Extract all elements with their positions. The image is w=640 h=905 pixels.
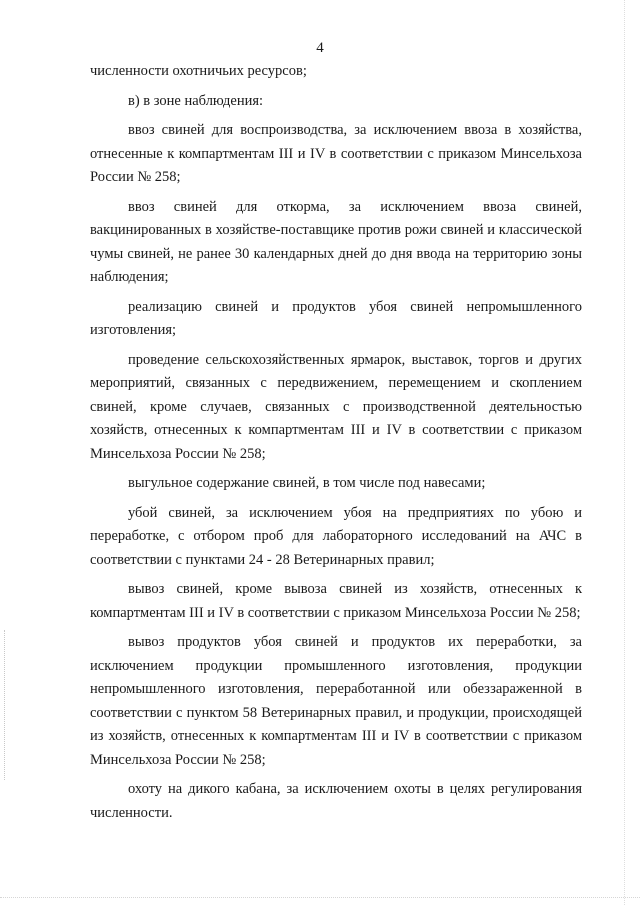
- document-body: [90, 60, 582, 831]
- paragraph-9: вывоз свиней, кроме вывоза свиней из хозяйств, отнесенных к компартментам III и IV в соответствии с приказом Минсельхоза России № 258;: [90, 581, 582, 621]
- scan-edge-left: [4, 630, 6, 780]
- paragraph-2: в) в зоне наблюдения:: [128, 92, 264, 109]
- paragraph-3: ввоз свиней для воспроизводства, за исключением ввоза в хозяйства, отнесенные к компартментам III и IV в соответствии с приказом Минсельхоза России № 258;: [90, 122, 582, 185]
- scan-edge-bottom: [0, 897, 640, 899]
- paragraph-5: реализацию свиней и продуктов убоя свиней непромышленного изготовления;: [90, 298, 582, 338]
- scan-edge-right: [624, 0, 626, 905]
- paragraph-7: выгульное содержание свиней, в том числе под навесами;: [128, 475, 486, 491]
- paragraph-8: убой свиней, за исключением убоя на предприятиях по убою и переработке, с отбором проб для лабораторного исследований на АЧС в соответствии с пунктами 24 - 28 Ветеринарных правил;: [90, 504, 582, 568]
- paragraph-6: проведение сельскохозяйственных ярмарок, выставок, торгов и других мероприятий, связанных с передвижением, перемещением и скоплением свиней, кроме случаев, связанных с производственной деятельностью хозяйств, отнесенных к компартментам III и IV в соответствии с приказом Минсельхоза России № 258;: [90, 351, 582, 462]
- paragraph-10: вывоз продуктов убоя свиней и продуктов их переработки, за исключением продукции промышленного изготовления, продукции непромышленного изготовления, переработанной или обеззараженной в соответствии с пунктом 58 Ветеринарных правил, и продукции, происходящей из хозяйств, отнесенных к компартментам III и IV в соответствии с приказом Минсельхоза России № 258;: [90, 634, 582, 768]
- paragraph-11: охоту на дикого кабана, за исключением охоты в целях регулирования численности.: [90, 781, 582, 821]
- paragraph-1: численности охотничьих ресурсов;: [90, 63, 307, 79]
- paragraph-4: ввоз свиней для откорма, за исключением ввоза свиней, вакцинированных в хозяйстве-поставщике против рожи свиней и классической чумы свиней, не ранее 30 календарных дней до дня ввода на территорию зоны наблюдения;: [90, 198, 582, 285]
- page-number: 4: [316, 40, 324, 56]
